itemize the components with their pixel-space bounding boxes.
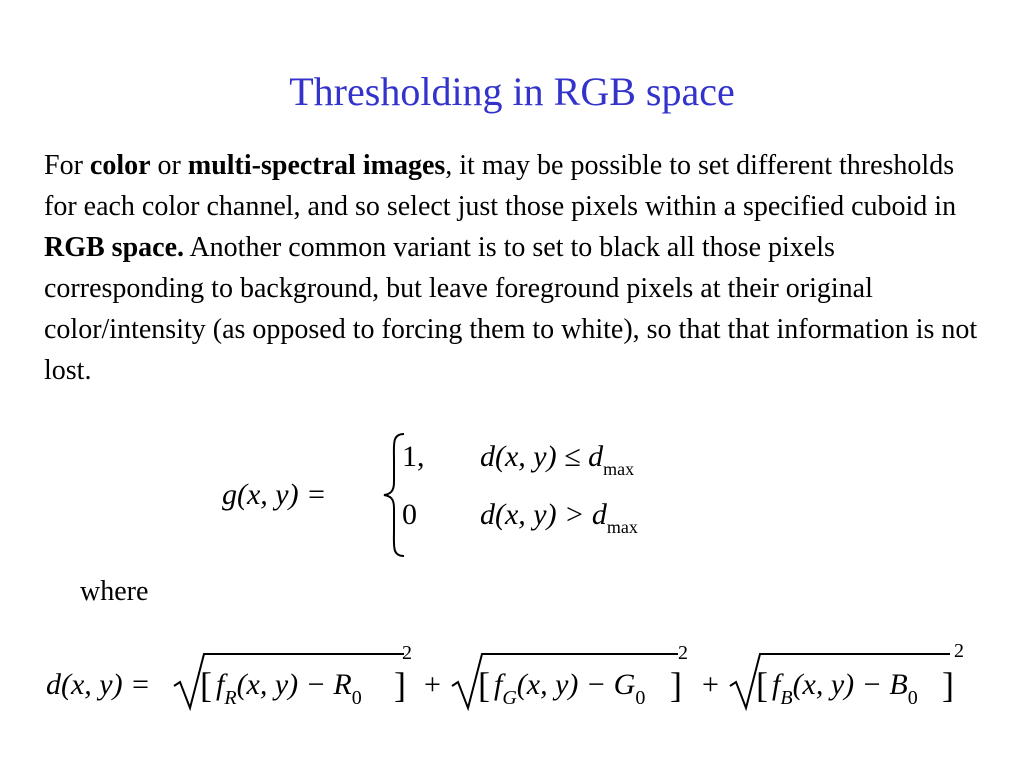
paragraph-bold-color: color: [89, 150, 151, 181]
eq1-case2-cond-text: d(x, y) > d: [480, 498, 607, 531]
bracket-g-open: [: [478, 665, 490, 705]
eq1-case2-value: 0: [402, 498, 417, 531]
power-r: 2: [402, 642, 412, 664]
bracket-b-close: ]: [942, 665, 954, 705]
term-r-sub: R: [224, 687, 237, 709]
term-r-f: f: [216, 668, 225, 701]
power-b: 2: [954, 640, 964, 662]
bracket-g-close: ]: [670, 665, 682, 705]
bracket-r-close: ]: [394, 665, 406, 705]
eq1-case2-sub: max: [606, 517, 638, 537]
eq1-case1-value: 1,: [402, 440, 425, 473]
term-b-f: f: [772, 668, 781, 701]
term-g-mid: (x, y) − G: [516, 668, 636, 701]
eq1-case1-condition: [480, 440, 635, 479]
plus-1: +: [424, 668, 441, 701]
paragraph-text-3: , it may be possible to set different thresholds for each color channel, and so select just those pixels within a specified cuboid in: [44, 150, 957, 222]
paragraph-text-2: or: [150, 150, 188, 181]
eq1-case2-condition: [480, 498, 638, 537]
eq2-term-g: [494, 668, 646, 709]
where-label: where: [80, 576, 149, 607]
bracket-b-open: [: [756, 665, 768, 705]
eq2-term-b: [772, 668, 918, 709]
term-g-sub: G: [502, 687, 517, 709]
body-paragraph: [44, 145, 979, 391]
eq2-lhs: d(x, y) =: [46, 668, 151, 701]
paragraph-text-1: For: [44, 150, 90, 181]
eq1-case1-sub: max: [603, 459, 635, 479]
eq1-case1-cond-text: d(x, y) ≤ d: [480, 440, 604, 473]
bracket-r-open: [: [200, 665, 212, 705]
term-g-f: f: [494, 668, 503, 701]
term-b-zero: 0: [907, 687, 918, 709]
term-r-mid: (x, y) − R: [236, 668, 352, 701]
paragraph-bold-multispectral: multi-spectral images: [187, 150, 446, 181]
term-b-mid: (x, y) − B: [792, 668, 908, 701]
eq1-lhs: g(x, y) =: [222, 478, 327, 511]
term-r-zero: 0: [351, 687, 362, 709]
term-b-sub: B: [780, 687, 793, 709]
paragraph-bold-rgb-space: RGB space.: [44, 232, 184, 263]
power-g: 2: [678, 642, 688, 664]
eq2-term-r: [216, 668, 362, 709]
plus-2: +: [702, 668, 719, 701]
term-g-zero: 0: [635, 687, 646, 709]
paragraph-text-4: Another common variant is to set to black all those pixels corresponding to background, but leave foreground pixels at their original color/intensity (as opposed to forcing them to white), so that that information is not lost.: [44, 232, 978, 386]
slide-title: Thresholding in RGB space: [289, 69, 735, 114]
